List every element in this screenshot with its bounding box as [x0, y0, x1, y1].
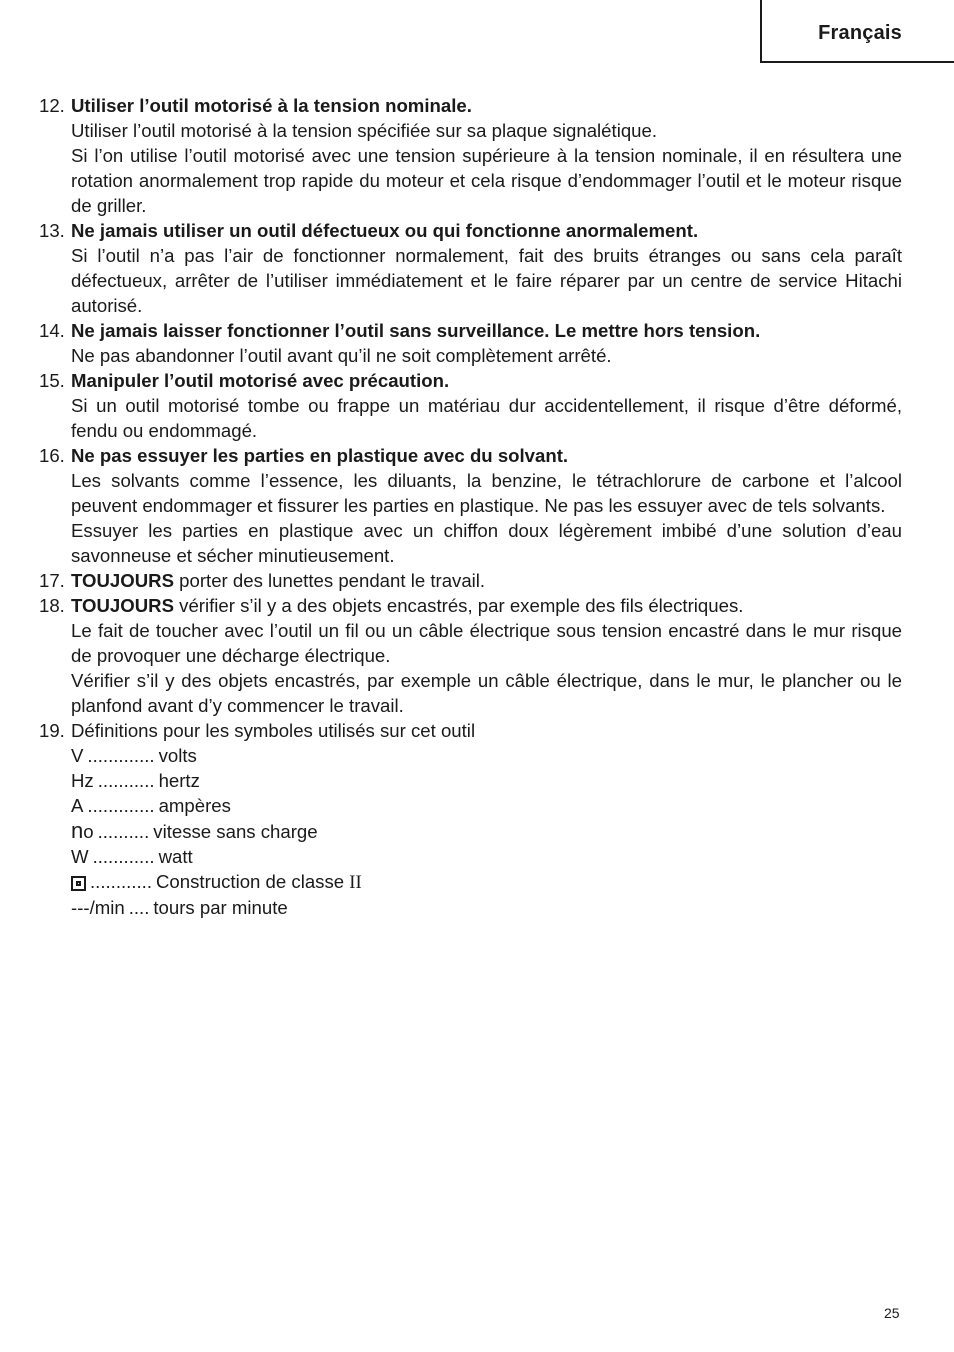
instruction-item-12 [39, 93, 902, 218]
symbol-meaning [156, 869, 362, 895]
item-lead-rest: vérifier s’il y a des objets encastrés, par exemple des fils électriques. [173, 595, 744, 616]
item-title-line [71, 568, 902, 593]
item-number: 18. [39, 595, 65, 616]
instruction-item-13 [39, 218, 902, 318]
roman-numeral: II [349, 872, 362, 893]
symbol-meaning: watt [158, 846, 193, 867]
item-paragraph: Vérifier s’il y des objets encastrés, par exemple un câble électrique, dans le mur, le plancher ou le planfond avant d’y commencer le travail. [71, 670, 902, 716]
no-load-speed-subscript: o [83, 821, 94, 842]
item-number: 15. [39, 370, 65, 391]
symbol-dots: .......... [97, 821, 150, 842]
symbol-row-no-load-speed [71, 818, 902, 844]
item-number: 16. [39, 445, 65, 466]
symbol-meaning: volts [158, 745, 197, 766]
item-title-line: Manipuler l’outil motorisé avec précaution. [71, 370, 450, 391]
item-number: 12. [39, 95, 65, 116]
symbol-key: W [71, 846, 89, 867]
item-paragraph: Si l’on utilise l’outil motorisé avec une tension supérieure à la tension nominale, il en résultera une rotation anormalement trop rapide du moteur et cela risque d’endommager l’outil et le moteur risque de griller. [71, 145, 902, 216]
symbol-meaning: vitesse sans charge [153, 821, 318, 842]
instruction-item-15 [39, 368, 902, 443]
item-title: Ne pas essuyer les parties en plastique avec du solvant [71, 445, 563, 466]
item-number: 19. [39, 720, 65, 741]
item-paragraph: Le fait de toucher avec l’outil un fil ou un câble électrique sous tension encastré dans le mur risque de provoquer une décharge électrique. [71, 620, 902, 666]
instruction-item-14 [39, 318, 902, 368]
symbols-intro: Définitions pour les symboles utilisés sur cet outil [71, 720, 476, 741]
symbol-key: V [71, 745, 84, 766]
page-number: 25 [884, 1305, 900, 1321]
symbol-key [71, 873, 86, 888]
instruction-item-19 [39, 718, 902, 920]
symbol-row-class-ii [71, 869, 902, 895]
item-paragraph: Les solvants comme l’essence, les diluants, la benzine, le tétrachlorure de carbone et l’alcool peuvent endommager et fissurer les parties en plastique. Ne pas les essuyer avec de tels solvants. [71, 470, 902, 516]
symbol-dots: ............ [92, 846, 155, 867]
symbol-key: ---/min [71, 897, 125, 918]
item-lead: TOUJOURS [71, 595, 174, 616]
item-title: Utiliser l’outil motorisé à la tension nominale [71, 95, 467, 116]
symbol-key [71, 818, 94, 844]
item-paragraph: Si l’outil n’a pas l’air de fonctionner normalement, fait des bruits étranges ou sans cela paraît défectueux, arrêter de l’utiliser immédiatement et le faire réparer par un centre de service Hitachi autorisé. [71, 245, 902, 316]
language-tab [760, 0, 954, 63]
item-number: 14. [39, 320, 65, 341]
symbol-meaning-text: Construction de classe [156, 871, 350, 892]
item-title: Ne jamais utiliser un outil défectueux ou qui fonctionne anormalement [71, 220, 693, 241]
symbol-key: A [71, 795, 84, 816]
item-lead: TOUJOURS [71, 570, 174, 591]
item-paragraph: Utiliser l’outil motorisé à la tension spécifiée sur sa plaque signalétique. [71, 120, 658, 141]
item-lead-rest: porter des lunettes pendant le travail. [173, 570, 486, 591]
symbol-row-rpm [71, 895, 902, 920]
item-title-line: Ne pas essuyer les parties en plastique avec du solvant. [71, 445, 569, 466]
symbol-dots: ............ [90, 871, 152, 892]
symbol-key: Hz [71, 770, 94, 791]
language-label: Français [818, 22, 902, 44]
item-title-line: Utiliser l’outil motorisé à la tension nominale. [71, 95, 472, 116]
symbol-dots: ............. [87, 745, 155, 766]
instruction-item-18 [39, 593, 902, 718]
item-paragraph: Ne pas abandonner l’outil avant qu’il ne soit complètement arrêté. [71, 345, 612, 366]
safety-instructions [39, 93, 902, 920]
symbol-meaning: ampères [158, 795, 231, 816]
item-title-line: Ne jamais laisser fonctionner l’outil sans surveillance. Le mettre hors tension. [71, 320, 761, 341]
class-ii-double-square-icon [71, 876, 86, 891]
item-title: Manipuler l’outil motorisé avec précaution [71, 370, 444, 391]
symbol-dots: ........... [97, 770, 155, 791]
item-title-line: Ne jamais utiliser un outil défectueux ou qui fonctionne anormalement. [71, 220, 699, 241]
item-paragraph: Essuyer les parties en plastique avec un chiffon doux légèrement imbibé d’une solution d’eau savonneuse et sécher minutieusement. [71, 520, 902, 566]
symbol-row-volts [71, 743, 902, 768]
symbol-row-amperes [71, 793, 902, 818]
symbol-row-hertz [71, 768, 902, 793]
item-number: 17. [39, 570, 65, 591]
item-paragraph: Si un outil motorisé tombe ou frappe un matériau dur accidentellement, il risque d’être déformé, fendu ou endommagé. [71, 395, 902, 441]
symbol-dots: .... [128, 897, 150, 918]
symbol-dots: ............. [87, 795, 155, 816]
symbol-meaning: hertz [158, 770, 200, 791]
symbol-row-watt [71, 844, 902, 869]
instruction-item-16 [39, 443, 902, 568]
item-title-line [71, 593, 902, 618]
symbol-meaning: tours par minute [153, 897, 288, 918]
item-number: 13. [39, 220, 65, 241]
instruction-item-17 [39, 568, 902, 593]
no-load-speed-symbol: n [71, 818, 84, 843]
item-title: Ne jamais laisser fonctionner l’outil sans surveillance. Le mettre hors tension [71, 320, 756, 341]
